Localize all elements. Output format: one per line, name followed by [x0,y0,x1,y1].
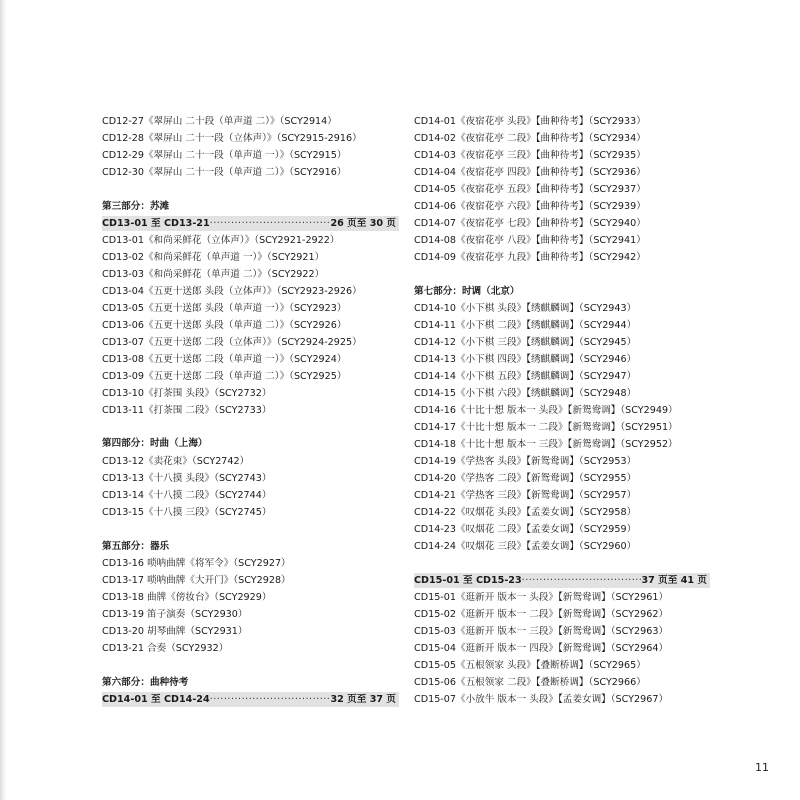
leader-dots [210,216,331,231]
list-item: CD13-21 合奏（SCY2932） [102,643,229,654]
list-item: CD15-04《逛新开 版本一 四段》【新鸳鸯调】（SCY2964） [414,643,669,654]
section-heading: 第七部分：时调（北京） [414,286,520,297]
list-item: CD14-22《叹烟花 头段》【孟姜女调】（SCY2958） [414,507,637,518]
list-item: CD13-10《打茶围 头段》（SCY2732） [102,388,272,399]
list-item: CD13-06《五更十送郎 头段（单声道 二）》（SCY2926） [102,320,347,331]
list-item: CD15-06《五根领家 二段》【叠断桥调】（SCY2966） [414,677,646,688]
list-item: CD15-03《逛新开 版本一 三段》【新鸳鸯调】（SCY2963） [414,626,669,637]
list-item: CD14-08《夜宿花亭 八段》【曲种待考】（SCY2941） [414,235,646,246]
page-range: 32 页至 37 页 [330,694,396,705]
list-item: CD13-09《五更十送郎 二段（单声道 二）》（SCY2925） [102,371,347,382]
list-item: CD14-15《小下棋 六段》【绣麒麟调】（SCY2948） [414,388,637,399]
list-item: CD14-16《十比十想 版本一 头段》【新鸳鸯调】（SCY2949） [414,405,678,416]
list-item: CD13-07《五更十送郎 二段（立体声）》（SCY2924-2925） [102,337,362,348]
list-item: CD14-03《夜宿花亭 三段》【曲种待考】（SCY2935） [414,150,646,161]
list-item: CD14-24《叹烟花 三段》【孟姜女调】（SCY2960） [414,541,637,552]
list-item: CD15-02《逛新开 版本一 二段》【新鸳鸯调】（SCY2962） [414,609,669,620]
list-item: CD13-05《五更十送郎 头段（单声道 一）》（SCY2923） [102,303,347,314]
list-item: CD13-01《和尚采鲜花（立体声）》（SCY2921-2922） [102,235,340,246]
list-item: CD15-07《小放牛 版本一 头段》【孟姜女调】（SCY2967） [414,694,669,705]
list-item: CD14-11《小下棋 二段》【绣麒麟调】（SCY2944） [414,320,637,331]
list-item: CD13-02《和尚采鲜花（单声道 一）》（SCY2921） [102,252,325,263]
list-item: CD15-01《逛新开 版本一 头段》【新鸳鸯调】（SCY2961） [414,592,669,603]
section-range-bar [102,692,399,707]
list-item: CD13-19 笛子演奏（SCY2930） [102,609,248,620]
list-item: CD14-06《夜宿花亭 六段》【曲种待考】（SCY2939） [414,201,646,212]
list-item: CD13-13《十八摸 头段》（SCY2743） [102,473,272,484]
list-item: CD15-05《五根领家 头段》【叠断桥调】（SCY2965） [414,660,646,671]
list-item: CD12-28《翠屏山 二十一段（立体声）》（SCY2915-2916） [102,133,362,144]
list-item: CD14-04《夜宿花亭 四段》【曲种待考】（SCY2936） [414,167,646,178]
section-heading: 第六部分：曲种待考 [102,677,189,688]
list-item: CD13-16 唢呐曲牌《将军令》（SCY2927） [102,558,291,569]
list-item: CD12-29《翠屏山 二十一段（单声道 一）》（SCY2915） [102,150,347,161]
section-range-bar [414,573,710,588]
section-range-bar [102,216,399,231]
list-item: CD13-14《十八摸 二段》（SCY2744） [102,490,272,501]
list-item: CD14-10《小下棋 头段》【绣麒麟调】（SCY2943） [414,303,637,314]
list-item: CD14-19《学热客 头段》【新鸳鸯调】（SCY2953） [414,456,637,467]
range-label: CD15-01 至 CD15-23 [414,575,522,586]
list-item: CD14-02《夜宿花亭 二段》【曲种待考】（SCY2934） [414,133,646,144]
range-label: CD14-01 至 CD14-24 [102,694,210,705]
page-range: 26 页至 30 页 [330,218,396,229]
list-item: CD13-04《五更十送郎 头段（立体声）》（SCY2923-2926） [102,286,362,297]
list-item: CD13-20 胡琴曲牌（SCY2931） [102,626,248,637]
list-item: CD13-17 唢呐曲牌《大开门》（SCY2928） [102,575,291,586]
list-item: CD14-20《学热客 二段》【新鸳鸯调】（SCY2955） [414,473,637,484]
list-item: CD14-14《小下棋 五段》【绣麒麟调】（SCY2947） [414,371,637,382]
page-edge [0,0,7,800]
section-heading: 第四部分：时曲（上海） [102,438,208,449]
list-item: CD13-15《十八摸 三段》（SCY2745） [102,507,272,518]
section-heading: 第五部分：器乐 [102,541,170,552]
list-item: CD14-13《小下棋 四段》【绣麒麟调】（SCY2946） [414,354,637,365]
page-number: 11 [755,761,769,774]
list-item: CD14-09《夜宿花亭 九段》【曲种待考】（SCY2942） [414,252,646,263]
leader-dots [210,692,331,707]
range-label: CD13-01 至 CD13-21 [102,218,210,229]
page-range: 37 页至 41 页 [641,575,707,586]
list-item: CD14-17《十比十想 版本一 二段》【新鸳鸯调】（SCY2951） [414,422,678,433]
list-item: CD14-12《小下棋 三段》【绣麒麟调】（SCY2945） [414,337,637,348]
list-item: CD13-18 曲牌《傍妆台》（SCY2929） [102,592,272,603]
list-item: CD13-12《卖花束》（SCY2742） [102,456,250,467]
list-item: CD14-07《夜宿花亭 七段》【曲种待考】（SCY2940） [414,218,646,229]
list-item: CD14-01《夜宿花亭 头段》【曲种待考】（SCY2933） [414,116,646,127]
leader-dots [522,573,642,588]
list-item: CD14-23《叹烟花 二段》【孟姜女调】（SCY2959） [414,524,637,535]
list-item: CD13-11《打茶围 二段》（SCY2733） [102,405,272,416]
section-heading: 第三部分：苏滩 [102,201,170,212]
list-item: CD14-21《学热客 三段》【新鸳鸯调】（SCY2957） [414,490,637,501]
list-item: CD14-05《夜宿花亭 五段》【曲种待考】（SCY2937） [414,184,646,195]
list-item: CD12-27《翠屏山 二十段（单声道 二）》（SCY2914） [102,116,337,127]
list-item: CD12-30《翠屏山 二十一段（单声道 二）》（SCY2916） [102,167,347,178]
list-item: CD13-03《和尚采鲜花（单声道 二）》（SCY2922） [102,269,325,280]
list-item: CD13-08《五更十送郎 二段（单声道 一）》（SCY2924） [102,354,347,365]
list-item: CD14-18《十比十想 版本一 三段》【新鸳鸯调】（SCY2952） [414,439,678,450]
